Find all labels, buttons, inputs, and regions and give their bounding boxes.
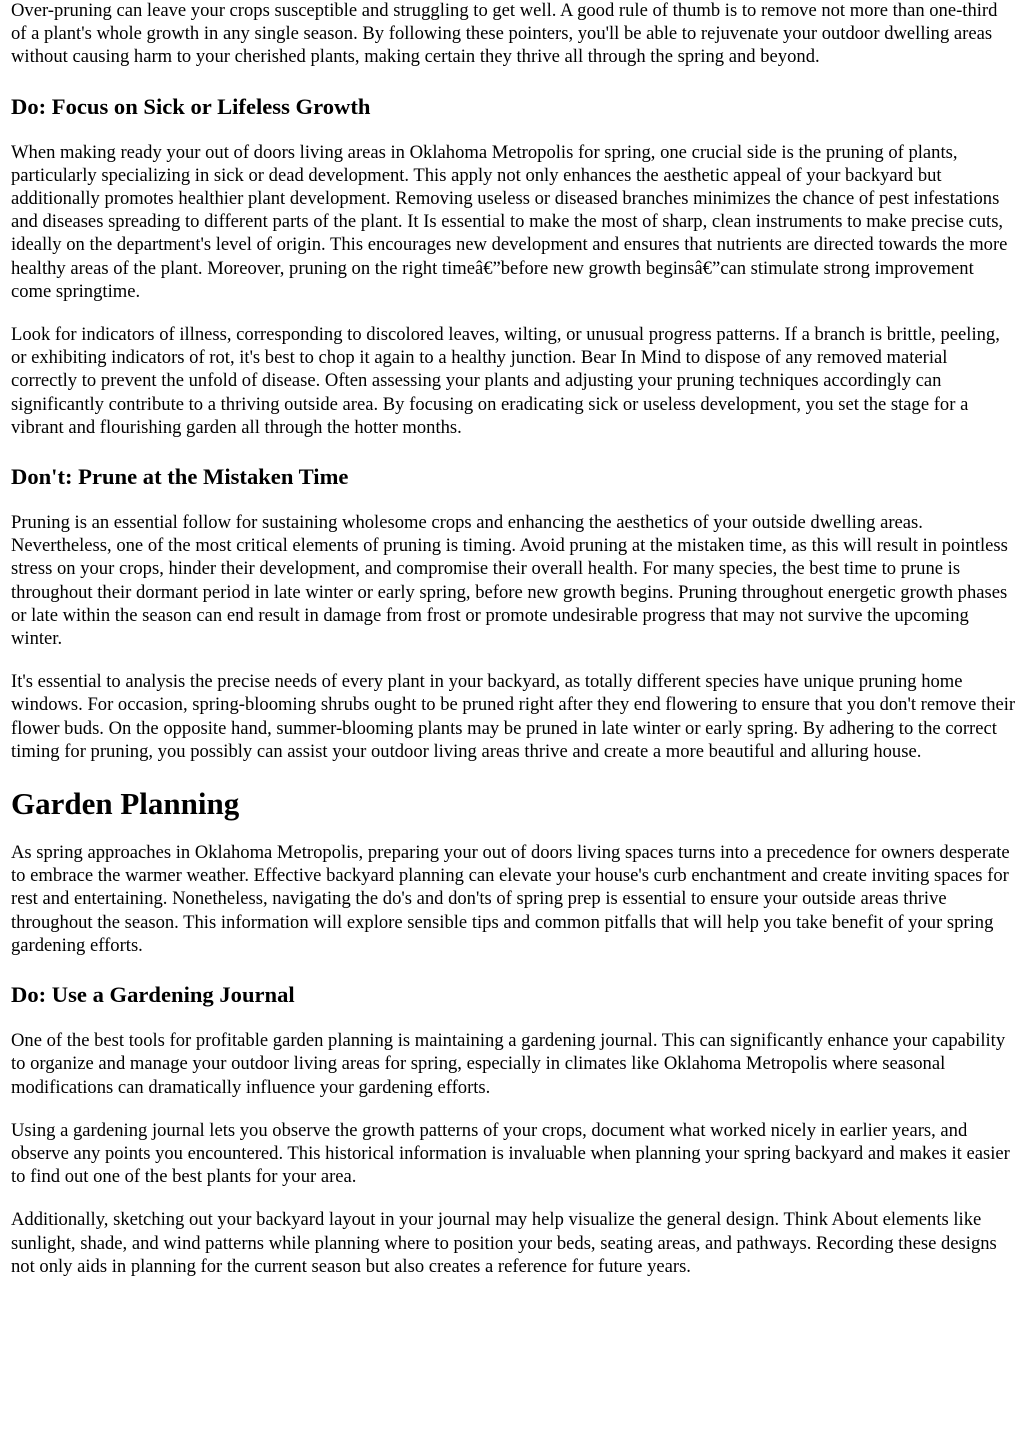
paragraph-mistaken-time-1: Pruning is an essential follow for sustaining wholesome crops and enhancing the aesthetics of your outside dwelling areas. Nevertheless, one of the most critical elements of pruning is timing. Avoid pruning at the mistaken time, as this will result in pointless stress on your crops, hinder their development, and compromise their overall health. For many species, the best time to prune is throughout their dormant period in late winter or early spring, before new growth begins. Pruning throughout energetic growth phases or late within the season can end result in damage from frost or promote undesirable progress that may not survive the upcoming winter. xyxy=(11,512,1008,650)
heading-gardening-journal: Do: Use a Gardening Journal xyxy=(11,982,295,1008)
paragraph-journal-3: Additionally, sketching out your backyard layout in your journal may help visualize the general design. Think About elements like sunlight, shade, and wind patterns while planning where to position your beds, seating areas, and pathways. Recording these designs not only aids in planning for the current season but also creates a reference for future years. xyxy=(11,1209,997,1277)
heading-garden-planning: Garden Planning xyxy=(11,786,240,822)
paragraph-mistaken-time-2: It's essential to analysis the precise needs of every plant in your backyard, as totally different species have unique pruning home windows. For occasion, spring-blooming shrubs ought to be pruned right after they end flowering to ensure that you don't remove their flower buds. On the opposite hand, summer-blooming plants may be pruned in late winter or early spring. By adhering to the correct timing for pruning, you possibly can assist your outdoor living areas thrive and create a more beautiful and alluring house. xyxy=(11,671,1016,762)
paragraph-journal-2: Using a gardening journal lets you observe the growth patterns of your crops, document what worked nicely in earlier years, and observe any points you encountered. This historical information is invaluable when planning your spring backyard and makes it easier to find out one of the best plants for your area. xyxy=(11,1119,1010,1188)
heading-sick-growth: Do: Focus on Sick or Lifeless Growth xyxy=(11,93,371,119)
paragraph-sick-growth-1: When making ready your out of doors living areas in Oklahoma Metropolis for spring, one crucial side is the pruning of plants, particularly specializing in sick or dead development. This apply not only enhances the aesthetic appeal of your backyard but additionally promotes healthier plant development. Removing useless or diseased branches minimizes the chance of pest infestations and diseases spreading to different parts of the plant. It Is essential to make the most of sharp, clean instruments to make precise cuts, ideally on the department's level of origin. This encourages new development and ensures that nutrients are directed towards the more healthy areas of the plant. Moreover, pruning on the right timeâ€”before new growth beginsâ€”can stimulate strong improvement come springtime. xyxy=(11,141,1008,302)
heading-mistaken-time: Don't: Prune at the Mistaken Time xyxy=(11,464,349,490)
paragraph-garden-planning-intro: As spring approaches in Oklahoma Metropolis, preparing your out of doors living spaces turns into a precedence for owners desperate to embrace the warmer weather. Effective backyard planning can elevate your house's curb enchantment and create inviting spaces for rest and entertaining. Nonetheless, navigating the do's and don'ts of spring prep is essential to ensure your outside areas thrive throughout the season. This information will explore sensible tips and common pitfalls that will help you take benefit of your spring gardening efforts. xyxy=(11,842,1010,956)
intro-paragraph: Over-pruning can leave your crops susceptible and struggling to get well. A good rule of thumb is to remove not more than one-third of a plant's whole growth in any single season. By following these pointers, you'll be able to rejuvenate your outdoor dwelling areas without causing harm to your cherished plants, making certain they thrive all through the spring and beyond. xyxy=(11,0,998,68)
paragraph-journal-1: One of the best tools for profitable garden planning is maintaining a gardening journal. This can significantly enhance your capability to organize and manage your outdoor living areas for spring, especially in climates like Oklahoma Metropolis where seasonal modifications can dramatically influence your gardening efforts. xyxy=(11,1030,1006,1098)
paragraph-sick-growth-2: Look for indicators of illness, corresponding to discolored leaves, wilting, or unusual progress patterns. If a branch is brittle, peeling, or exhibiting indicators of rot, it's best to chop it again to a healthy junction. Bear In Mind to dispose of any removed material correctly to prevent the unfold of disease. Often assessing your plants and adjusting your pruning techniques accordingly can significantly contribute to a thriving outside area. By focusing on eradicating sick or useless development, you set the stage for a vibrant and flourishing garden all through the hotter months. xyxy=(11,324,1000,438)
